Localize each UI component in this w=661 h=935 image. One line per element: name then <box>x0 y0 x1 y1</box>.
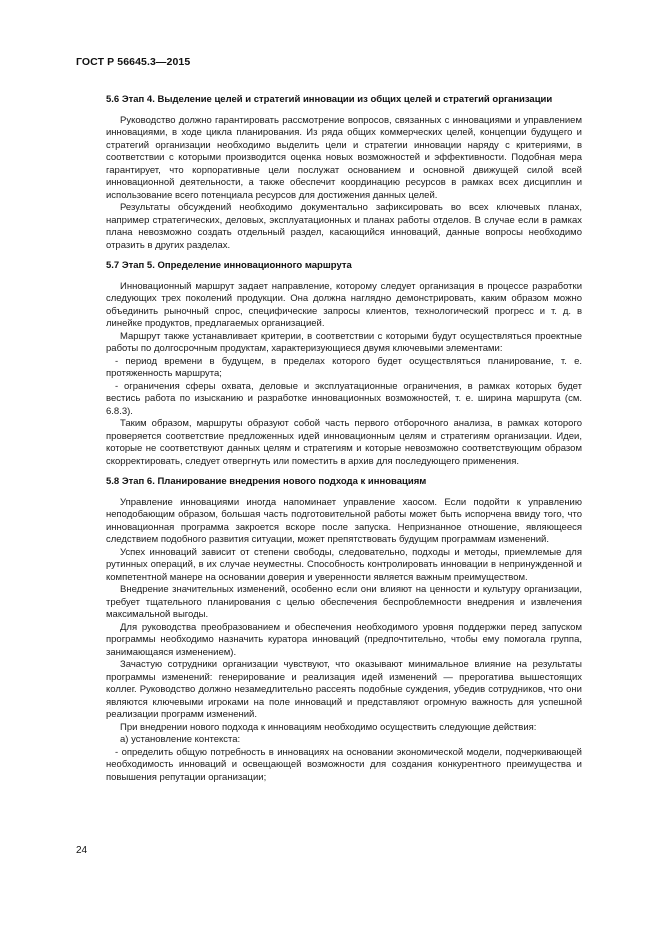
paragraph: Внедрение значительных изменений, особенно если они влияют на ценности и культуру организации, требует тщательного планирования с целью обеспечения беспроблемности внедрения и извлечения максимальной выгоды. <box>106 584 582 620</box>
list-item: - ограничения сферы охвата, деловые и эксплуатационные ограничения, в рамках которых будет вестись работа по изысканию и разработке инновационных возможностей, т. е. ширина маршрута (см. 6.8.3). <box>106 380 582 417</box>
section-heading-5-7: 5.7 Этап 5. Определение инновационного маршрута <box>106 260 352 271</box>
paragraph: Зачастую сотрудники организации чувствуют, что оказывают минимальное влияние на результаты программы изменений: генерирование и реализация идей изменений — прерогатива вышестоящих коллег. Руководство должно незамедлительно рассеять подобные суждения, убедив сотрудников, что они являются ключевыми игроками на поле инноваций и представляют огромную важность для успешной реализации программ изменений. <box>106 659 582 720</box>
paragraph: Управление инновациями иногда напоминает управление хаосом. Если подойти к управлению неподобающим образом, большая часть подготовительной работы может быть испорчена ввиду того, что инновационная программа закроется вскоре после запуска. Непризнанное отношение, являющееся следствием подобного развития ситуации, может препятствовать будущим программам изменений. <box>106 496 582 545</box>
list-item: а) установление контекста: <box>120 734 241 745</box>
section-heading-5-8: 5.8 Этап 6. Планирование внедрения нового подхода к инновациям <box>106 476 427 487</box>
paragraph: Результаты обсуждений необходимо документально зафиксировать во всех ключевых планах, например стратегических, деловых, эксплуатационных и планах работы отделов. В случае если в рамках плана невозможно создать отдельный раздел, касающийся инноваций, данные вопросы необходимо отразить в других разделах. <box>106 202 582 251</box>
page-number: 24 <box>76 845 88 856</box>
paragraph: Таким образом, маршруты образуют собой часть первого отборочного анализа, в рамках которого проверяется соответствие предложенных идей инновационным целям и стратегиям организации. Идеи, которые не соответствуют данных целям и стратегиям и которые невозможно соответствующим образом скорректировать, следует отвергнуть или поместить в архив для последующего применения. <box>106 418 582 467</box>
paragraph: При внедрении нового подхода к инновациям необходимо осуществить следующие действия: <box>120 721 537 733</box>
paragraph: Успех инноваций зависит от степени свободы, следовательно, подходы и методы, приемлемые для рутинных операций, в их случае неуместны. Способность контролировать инновации в непринужденной и компетентной манере на основании доверия и уверенности является важным преимуществом. <box>106 546 582 583</box>
section-heading-5-6: 5.6 Этап 4. Выделение целей и стратегий инновации из общих целей и стратегий организации <box>106 94 553 105</box>
paragraph: Руководство должно гарантировать рассмотрение вопросов, связанных с инновациями и управлением инновациями, в ходе цикла планирования. Из ряда общих коммерческих целей, концепции будущего и стратегий организации необходимо выделить цели и стратегии инновации наряду с критериями, в соответствии с которыми производится оценка новых возможностей и эффективности. Подобная мера гарантирует, что корпоративные цели послужат основанием и основной движущей силой всей инновационной деятельности, а также обеспечит координацию ресурсов в рамках всех дисциплин и использование всего потенциала ресурсов для достижения данных целей. <box>106 114 582 201</box>
list-item: - определить общую потребность в инновациях на основании экономической модели, подчеркивающей необходимость инноваций и освещающей возможности для создания конкурентного преимущества и повышения репутации организации; <box>106 746 582 783</box>
document-header: ГОСТ Р 56645.3—2015 <box>76 56 191 68</box>
list-item: - период времени в будущем, в пределах которого будет осуществляться планирование, т. е. протяженность маршрута; <box>106 355 582 379</box>
document-body <box>106 94 582 784</box>
paragraph: Маршрут также устанавливает критерии, в соответствии с которыми будут осуществляться проектные работы по долгосрочным продуктам, характеризующиеся двумя ключевыми элементами: <box>106 330 582 354</box>
paragraph: Инновационный маршрут задает направление, которому следует организация в процессе разработки следующих трех поколений продукции. Она должна наглядно демонстрировать, каким образом можно объединить рыночный спрос, специфические запросы клиентов, технологический прогресс и т. д. в линейке продуктов, предлагаемых организацией. <box>106 280 582 329</box>
paragraph: Для руководства преобразованием и обеспечения необходимого уровня поддержки перед запуском программы необходимо назначить куратора инноваций (предпочтительно, чтобы ему помогала группа, занимающаяся изменением). <box>106 621 582 658</box>
